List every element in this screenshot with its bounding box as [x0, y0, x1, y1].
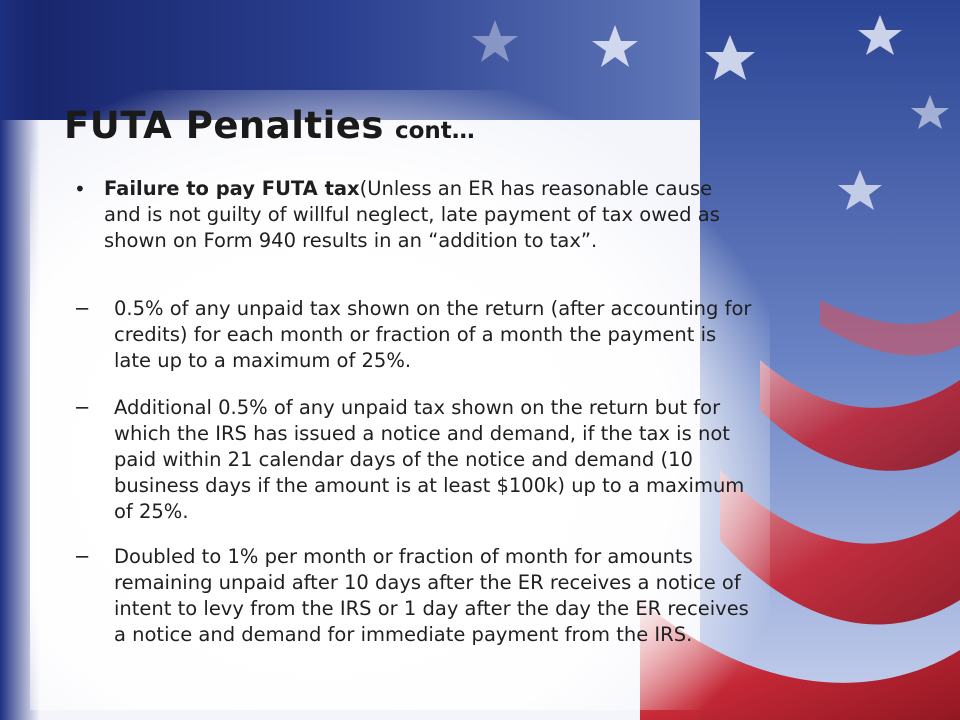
main-bullet — [74, 176, 754, 254]
bullet-body: (Unless an ER has reasonable cause and is not guilty of willful neglect, late payment of tax owed as shown on Form 940 results in an “addition to tax”. — [104, 177, 720, 252]
dash-marker: − — [74, 396, 91, 419]
sub-item-text: Additional 0.5% of any unpaid tax shown on the return but for which the IRS has issued a notice and demand, if the tax is not paid within 21 calendar days of the notice and demand (10 business days if the amount is at least $100k) up to a maximum of 25%. — [114, 396, 745, 523]
dash-marker: − — [74, 297, 91, 320]
sub-item — [74, 395, 754, 525]
slide-title — [64, 104, 475, 147]
sub-item — [74, 544, 754, 648]
title-suffix: cont… — [395, 118, 475, 144]
sub-item-text: 0.5% of any unpaid tax shown on the return (after accounting for credits) for each month or fraction of a month the payment is late up to a maximum of 25%. — [114, 297, 752, 372]
title-main: FUTA Penalties — [64, 104, 384, 147]
sub-item-text: Doubled to 1% per month or fraction of month for amounts remaining unpaid after 10 days after the ER receives a notice of intent to levy from the IRS or 1 day after the day the ER receives a notice and demand for immediate payment from the IRS. — [114, 545, 749, 646]
bullet-text — [104, 176, 744, 254]
sub-item — [74, 296, 754, 374]
bullet-marker: • — [74, 177, 86, 201]
dash-marker: − — [74, 545, 91, 568]
bullet-lead: Failure to pay FUTA tax — [104, 177, 360, 200]
